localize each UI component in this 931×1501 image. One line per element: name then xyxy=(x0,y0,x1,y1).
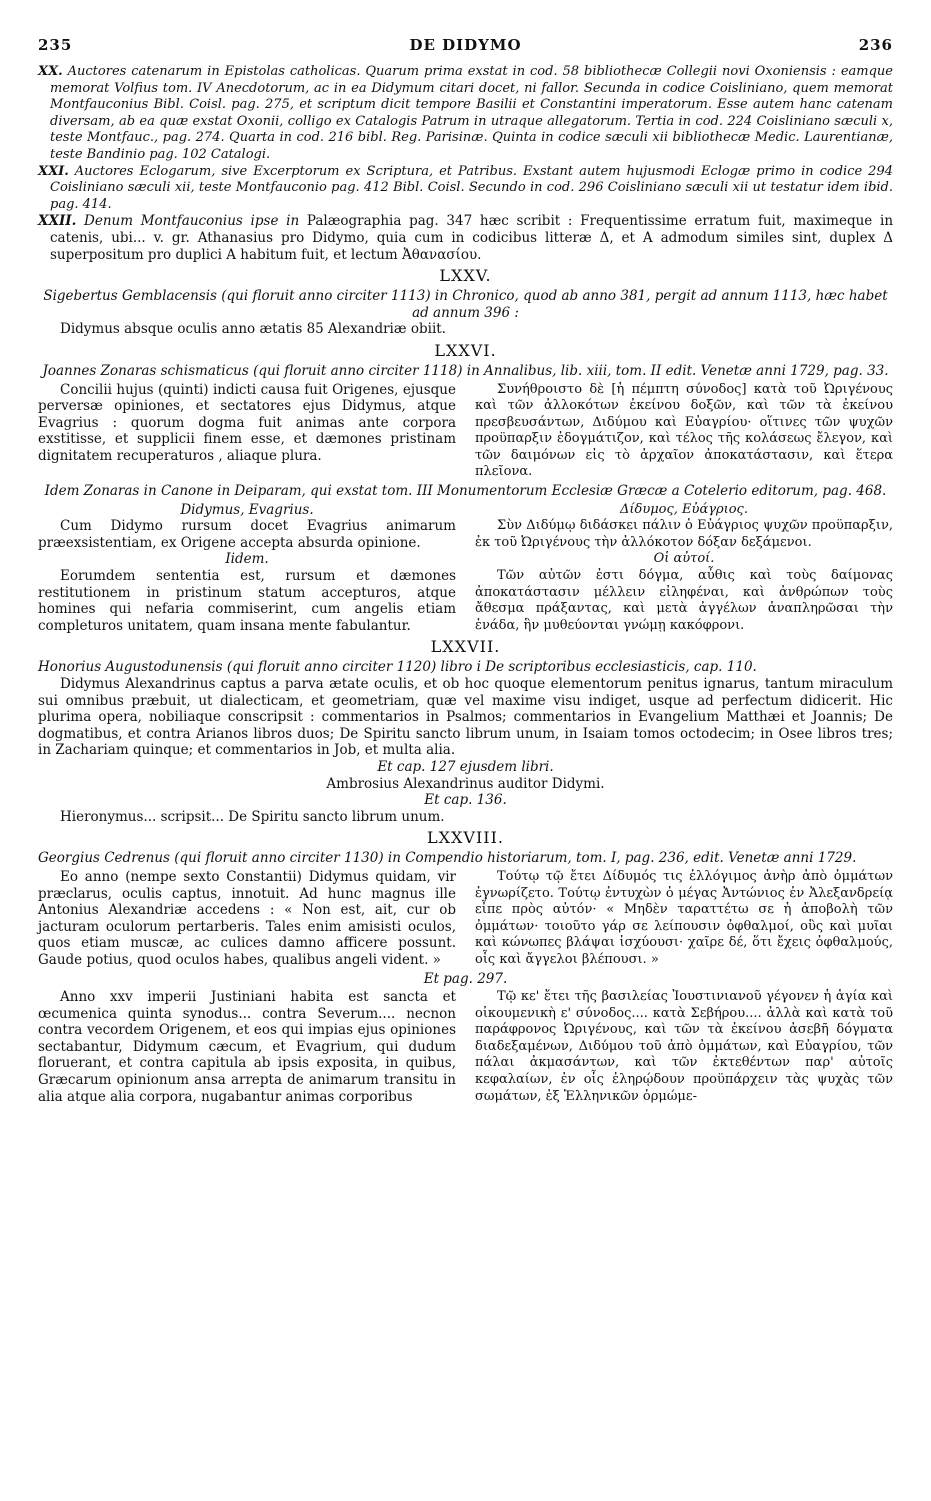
item-text: Auctores catenarum in Epistolas catholicas. Quarum prima exstat in cod. 58 bibliothecæ Collegii novi Oxoniensis : eamque memorat Volfius tom. IV Anecdotorum, ac in ea Didymum citari docet, ni fallor. Secunda in codice Coisliniano, quem memorat Montfauconius Bibl. Coisl. pag. 275, et scriptum dicit tempore Basilii et Constantini imperatorum. Esse autem hanc catenam diversam, ab ea quæ exstat Oxonii, colligo ex Catalogis Patrum in utraque allegatorum. Tertia in cod. 224 Coisliniano sæculi x, teste Montfauc., pag. 274. Quarta in cod. 216 bibl. Reg. Parisinæ. Quinta in codice sæculi xii bibliothecæ Medic. Laurentianæ, teste Bandinio pag. 102 Catalogi. xyxy=(50,64,893,162)
quote-text: Didymus absque oculis anno ætatis 85 Alexandriæ obiit. xyxy=(60,321,446,338)
quote-text: Ambrosius Alexandrinus auditor Didymi. xyxy=(326,775,605,792)
quote-text: Didymus Alexandrinus captus a parva ætate oculis, et ob hoc quoque elementorum penitus ignarus, tantum miraculum sui omnibus præbuit, ut dialecticam, et geometriam, quæ vel maxime visu indiget, usque ad perfectum didicerit. Hic plurima opera, nobiliaque conscripsit : commentarios in Psalmos; commentarios in Evangelium Matthæi et Joannis; De dogmatibus, et contra Arianos libros duos; De Spiritu sancto librum unum, in Isaiam tomos octodecim; in Osee libros tres; in Zachariam quinque; et commentarios in Job, et multa alia. xyxy=(38,676,893,759)
greek-text: Σὺν Διδύμῳ διδάσκει πάλιν ὁ Εὐάγριος ψυχῶν προϋπαρξιν, ἐκ τοῦ Ὠριγένους τὴν ἀλλόκοτον δόξαν δεξάμενοι. xyxy=(475,518,893,550)
paragraph-xxi xyxy=(38,164,893,214)
section-heading: LXXVII. xyxy=(430,637,501,657)
quote-text: Hieronymus... scripsit... De Spiritu sancto librum unum. xyxy=(60,808,445,825)
subheading: Iidem. xyxy=(225,551,269,568)
paragraph-xxii xyxy=(38,213,893,263)
greek-column: Συνήθροιστο δὲ [ἡ πέμπτη σύνοδος] κατὰ τοῦ Ὠριγένους καὶ τῶν ἀλλοκότων ἐκείνου δοξῶν, καὶ τῶν τὰ ἐκείνου πρεσβευσάντων, Διδύμου καὶ Εὐαγρίου· οἵτινες τῶν ψυχῶν προϋπαρξιν ἐδογμάτιζον, καὶ τέλος τῆς κολάσεως ἔλεγον, καὶ τῶν δαιμόνων εἰς τὸ ἀρχαῖον ἀποκατάστασιν, καὶ ἕτερα πλεῖονα. xyxy=(475,381,893,480)
section-heading: LXXVI. xyxy=(434,340,497,360)
greek-column: Τῷ κε' ἔτει τῆς βασιλείας Ἰουστινιανοῦ γέγονεν ἡ ἁγία καὶ οἰκουμενικὴ ε' σύνοδος.... κατὰ Σεβήρου.... ἀλλὰ καὶ κατὰ τοῦ παράφρονος Ὠριγένους, καὶ τῶν τὰ ἐκείνου ἀσεβῆ δόγματα διαδεξαμένων, Διδύμου τοῦ ἀπὸ ὀμμάτων, καὶ Εὐαγρίου, τῶν πάλαι ἀκμασάντων, καὶ τῶν ἐκτεθέντων παρ' αὐτοῖς κεφαλαίων, ἐν οἷς ἐληρῴδουν προϋπάρχειν τὰς ψυχὰς τῶν σωμάτων, ἐξ Ἑλληνικῶν ὁρμώμε- xyxy=(475,989,893,1104)
latin-text: Cum Didymo rursum docet Evagrius animarum præexsistentiam, ex Origene accepta absurda opinione. xyxy=(38,518,456,551)
greek-column xyxy=(475,502,893,635)
parallel-columns xyxy=(38,382,893,482)
subheading: Οἱ αὐτοί. xyxy=(653,551,715,567)
section-intro: Georgius Cedrenus (qui floruit anno circiter 1130) in Compendio historiarum, tom. I, pag. 236, edit. Venetæ anni 1729. xyxy=(38,850,857,867)
page-body xyxy=(38,64,893,1107)
section-intro: Joannes Zonaras schismaticus (qui floruit anno circiter 1118) in Annalibus, lib. xiii, tom. II edit. Venetæ anni 1729, pag. 33. xyxy=(42,362,889,379)
running-title: DE DIDYMO xyxy=(409,36,522,54)
latin-column xyxy=(38,502,456,635)
section-intro: Idem Zonaras in Canone in Deiparam, qui exstat tom. III Monumentorum Ecclesiæ Græcæ a Coteleriо editorum, pag. 468. xyxy=(44,483,887,500)
subheading: Δίδυμος, Εὐάγριος. xyxy=(620,501,748,517)
page-header xyxy=(38,36,893,58)
subheading: Didymus, Evagrius. xyxy=(180,501,314,518)
item-text: Auctores Eclogarum, sive Excerptorum ex Scriptura, et Patribus. Exstant autem hujusmodi Eclogæ primo in codice 294 Coisliniano sæculi xii, teste Montfauconio pag. 412 Bibl. Coisl. Secundo in cod. 296 Coisliniano sæculi xii ut testatur idem ibid. pag. 414. xyxy=(50,163,893,212)
item-text: Palæographia pag. 347 hæc scribit : Frequentissime erratum fuit, maximeque in catenis, ubi... v. gr. Athanasius pro Didymo, quia cum in codicibus litteræ Δ, et A admodum similes sint, duplex Δ superpositum pro duplici A habitum fuit, et lectum Ἀθανασίου. xyxy=(50,213,894,263)
paragraph-xx xyxy=(38,64,893,164)
item-number: XX. xyxy=(38,64,63,79)
section-intro: Sigebertus Gemblacensis (qui floruit anno circiter 1113) in Chronico, quod ab anno 381, pergit ad annum 1113, hæc habet ad annum 396 : xyxy=(43,288,888,321)
subheading: Et cap. 127 ejusdem libri. xyxy=(377,758,554,775)
parallel-columns xyxy=(38,869,893,969)
latin-column: Anno xxv imperii Justiniani habita est sancta et œcumenica quinta synodus... contra Severum.... necnon contra vecordem Origenem, et eos qui impias ejus opiniones sectabantur, Didymum cæcum, et Evagrium, qui dudum floruerant, et contra capitula ab ipsis exposita, in quibus, Græcarum opinionum ansa arrepta de animarum transitu in alia atque alia corpora, nugabantur animas corporibus xyxy=(38,989,456,1105)
section-heading: LXXVIII. xyxy=(426,828,504,848)
item-number: XXII. xyxy=(38,213,77,230)
latin-text: Eorumdem sententia est, rursum et dæmones restitutionem in pristinum statum accepturos, atque homines qui nefaria commiserint, cum angelis etiam completuros unitatem, quam insana mente fabulantur. xyxy=(38,568,456,634)
greek-text: Τῶν αὐτῶν ἐστι δόγμα, αὖθις καὶ τοὺς δαίμονας ἀποκατάστασιν μέλλειν εἰληφέναι, καὶ ἀνθρώπων τοὺς ἄθεσμα πράξαντας, καὶ μετὰ ἀγγέλων ἀναπληρῶσαι τὴν ἑνάδα, ἣν μυθεύονται γνώμῃ κακόφρονι. xyxy=(475,568,893,633)
subheading: Et pag. 297. xyxy=(423,970,508,987)
parallel-columns xyxy=(38,989,893,1105)
section-intro: Honorius Augustodunensis (qui floruit anno circiter 1120) libro i De scriptoribus ecclesiasticis, cap. 110. xyxy=(38,659,757,676)
section-heading: LXXV. xyxy=(439,266,492,286)
greek-column: Τούτῳ τῷ ἔτει Δίδυμός τις ἐλλόγιμος ἀνὴρ ἀπὸ ὀμμάτων ἐγνωρίζετο. Τούτῳ ἐντυχὼν ὁ μέγας Ἀντώνιος ἐν Ἀλεξανδρείᾳ εἶπε πρὸς αὐτόν· « Μηδὲν ταραττέτω σε ἡ ἀποβολὴ τῶν ὀμμάτων· τοιοῦτο γάρ σε λείπουσιν ὀφθαλμοί, οὓς καὶ μυῖαι καὶ κώνωπες βλάψαι ἰσχύουσι· χαῖρε δέ, ὅτι ἔχεις ὀφθαλμούς, οἷς καὶ ἄγγελοι βλέπουσι. » xyxy=(475,868,893,967)
latin-column: Concilii hujus (quinti) indicti causa fuit Origenes, ejusque perversæ opiniones, et sectatores ejus Didymus, atque Evagrius : quorum dogma fuit animas ante corpora exstitisse, et supplicii finem esse, et dæmones pristinam dignitatem recuperaturos , aliaque plura. xyxy=(38,381,456,464)
latin-column: Eo anno (nempe sexto Constantii) Didymus quidam, vir præclarus, oculis captus, innotuit. Ad hunc magnus ille Antonius Alexandriæ accedens : « Non est, ait, cur ob jacturam oculorum pertarberis. Tales enim amisisti oculos, quos etiam muscæ, ac culices damno afficere possunt. Gaude potius, quod oculos habes, qualibus angeli vident. » xyxy=(38,868,456,968)
page-number-left: 235 xyxy=(38,36,73,54)
page-number-right: 236 xyxy=(858,36,893,54)
item-italic: Denum Montfauconius ipse in xyxy=(84,213,300,230)
item-number: XXI. xyxy=(38,163,69,179)
subheading: Et cap. 136. xyxy=(424,792,507,809)
parallel-columns xyxy=(38,502,893,635)
